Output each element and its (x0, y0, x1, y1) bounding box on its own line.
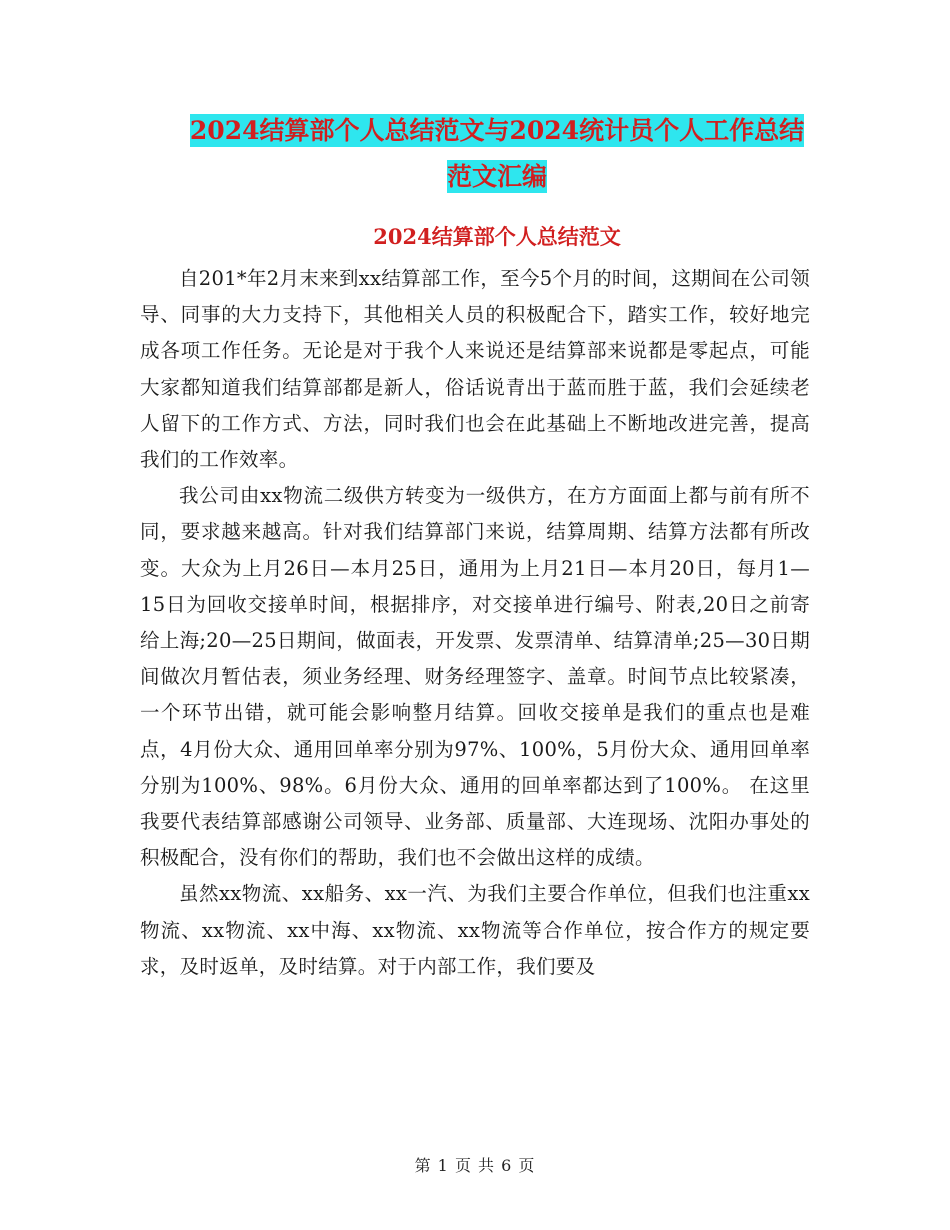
paragraph: 我公司由xx物流二级供方转变为一级供方，在方方面面上都与前有所不同，要求越来越高。针对我们结算部门来说，结算周期、结算方法都有所改变。大众为上月26日—本月25日，通用为上月21日—本月20日，每月1—15日为回收交接单时间，根据排序，对交接单进行编号、附表,20日之前寄给上海;20—25日期间，做面表，开发票、发票清单、结算清单;25—30日期间做次月暂估表，须业务经理、财务经理签字、盖章。时间节点比较紧凑，一个环节出错，就可能会影响整月结算。回收交接单是我们的重点也是难点，4月份大众、通用回单率分别为97%、100%，5月份大众、通用回单率分别为100%、98%。6月份大众、通用的回单率都达到了100%。 在这里我要代表结算部感谢公司领导、业务部、质量部、大连现场、沈阳办事处的积极配合，没有你们的帮助，我们也不会做出这样的成绩。 (140, 484, 810, 870)
section-title: 2024结算部个人总结范文 (373, 224, 621, 249)
document-title-line2: 范文汇编 (446, 162, 547, 191)
paragraph: 虽然xx物流、xx船务、xx一汽、为我们主要合作单位，但我们也注重xx物流、xx物流、xx中海、xx物流、xx物流等合作单位，按合作方的规定要求，及时返单，及时结算。对于内部工作，我们要及 (140, 882, 810, 978)
page-footer: 第 1 页 共 6 页 (414, 1156, 536, 1175)
document-title (140, 108, 854, 200)
paragraph: 自201*年2月末来到xx结算部工作，至今5个月的时间，这期间在公司领导、同事的大力支持下，其他相关人员的积极配合下，踏实工作，较好地完成各项工作任务。无论是对于我个人来说还是结算部来说都是零起点，可能大家都知道我们结算部都是新人，俗话说青出于蓝而胜于蓝，我们会延续老人留下的工作方式、方法，同时我们也会在此基础上不断地改进完善，提高我们的工作效率。 (140, 267, 810, 472)
document-body (140, 261, 810, 985)
document-title-line1: 2024结算部个人总结范文与2024统计员个人工作总结 (189, 116, 805, 145)
